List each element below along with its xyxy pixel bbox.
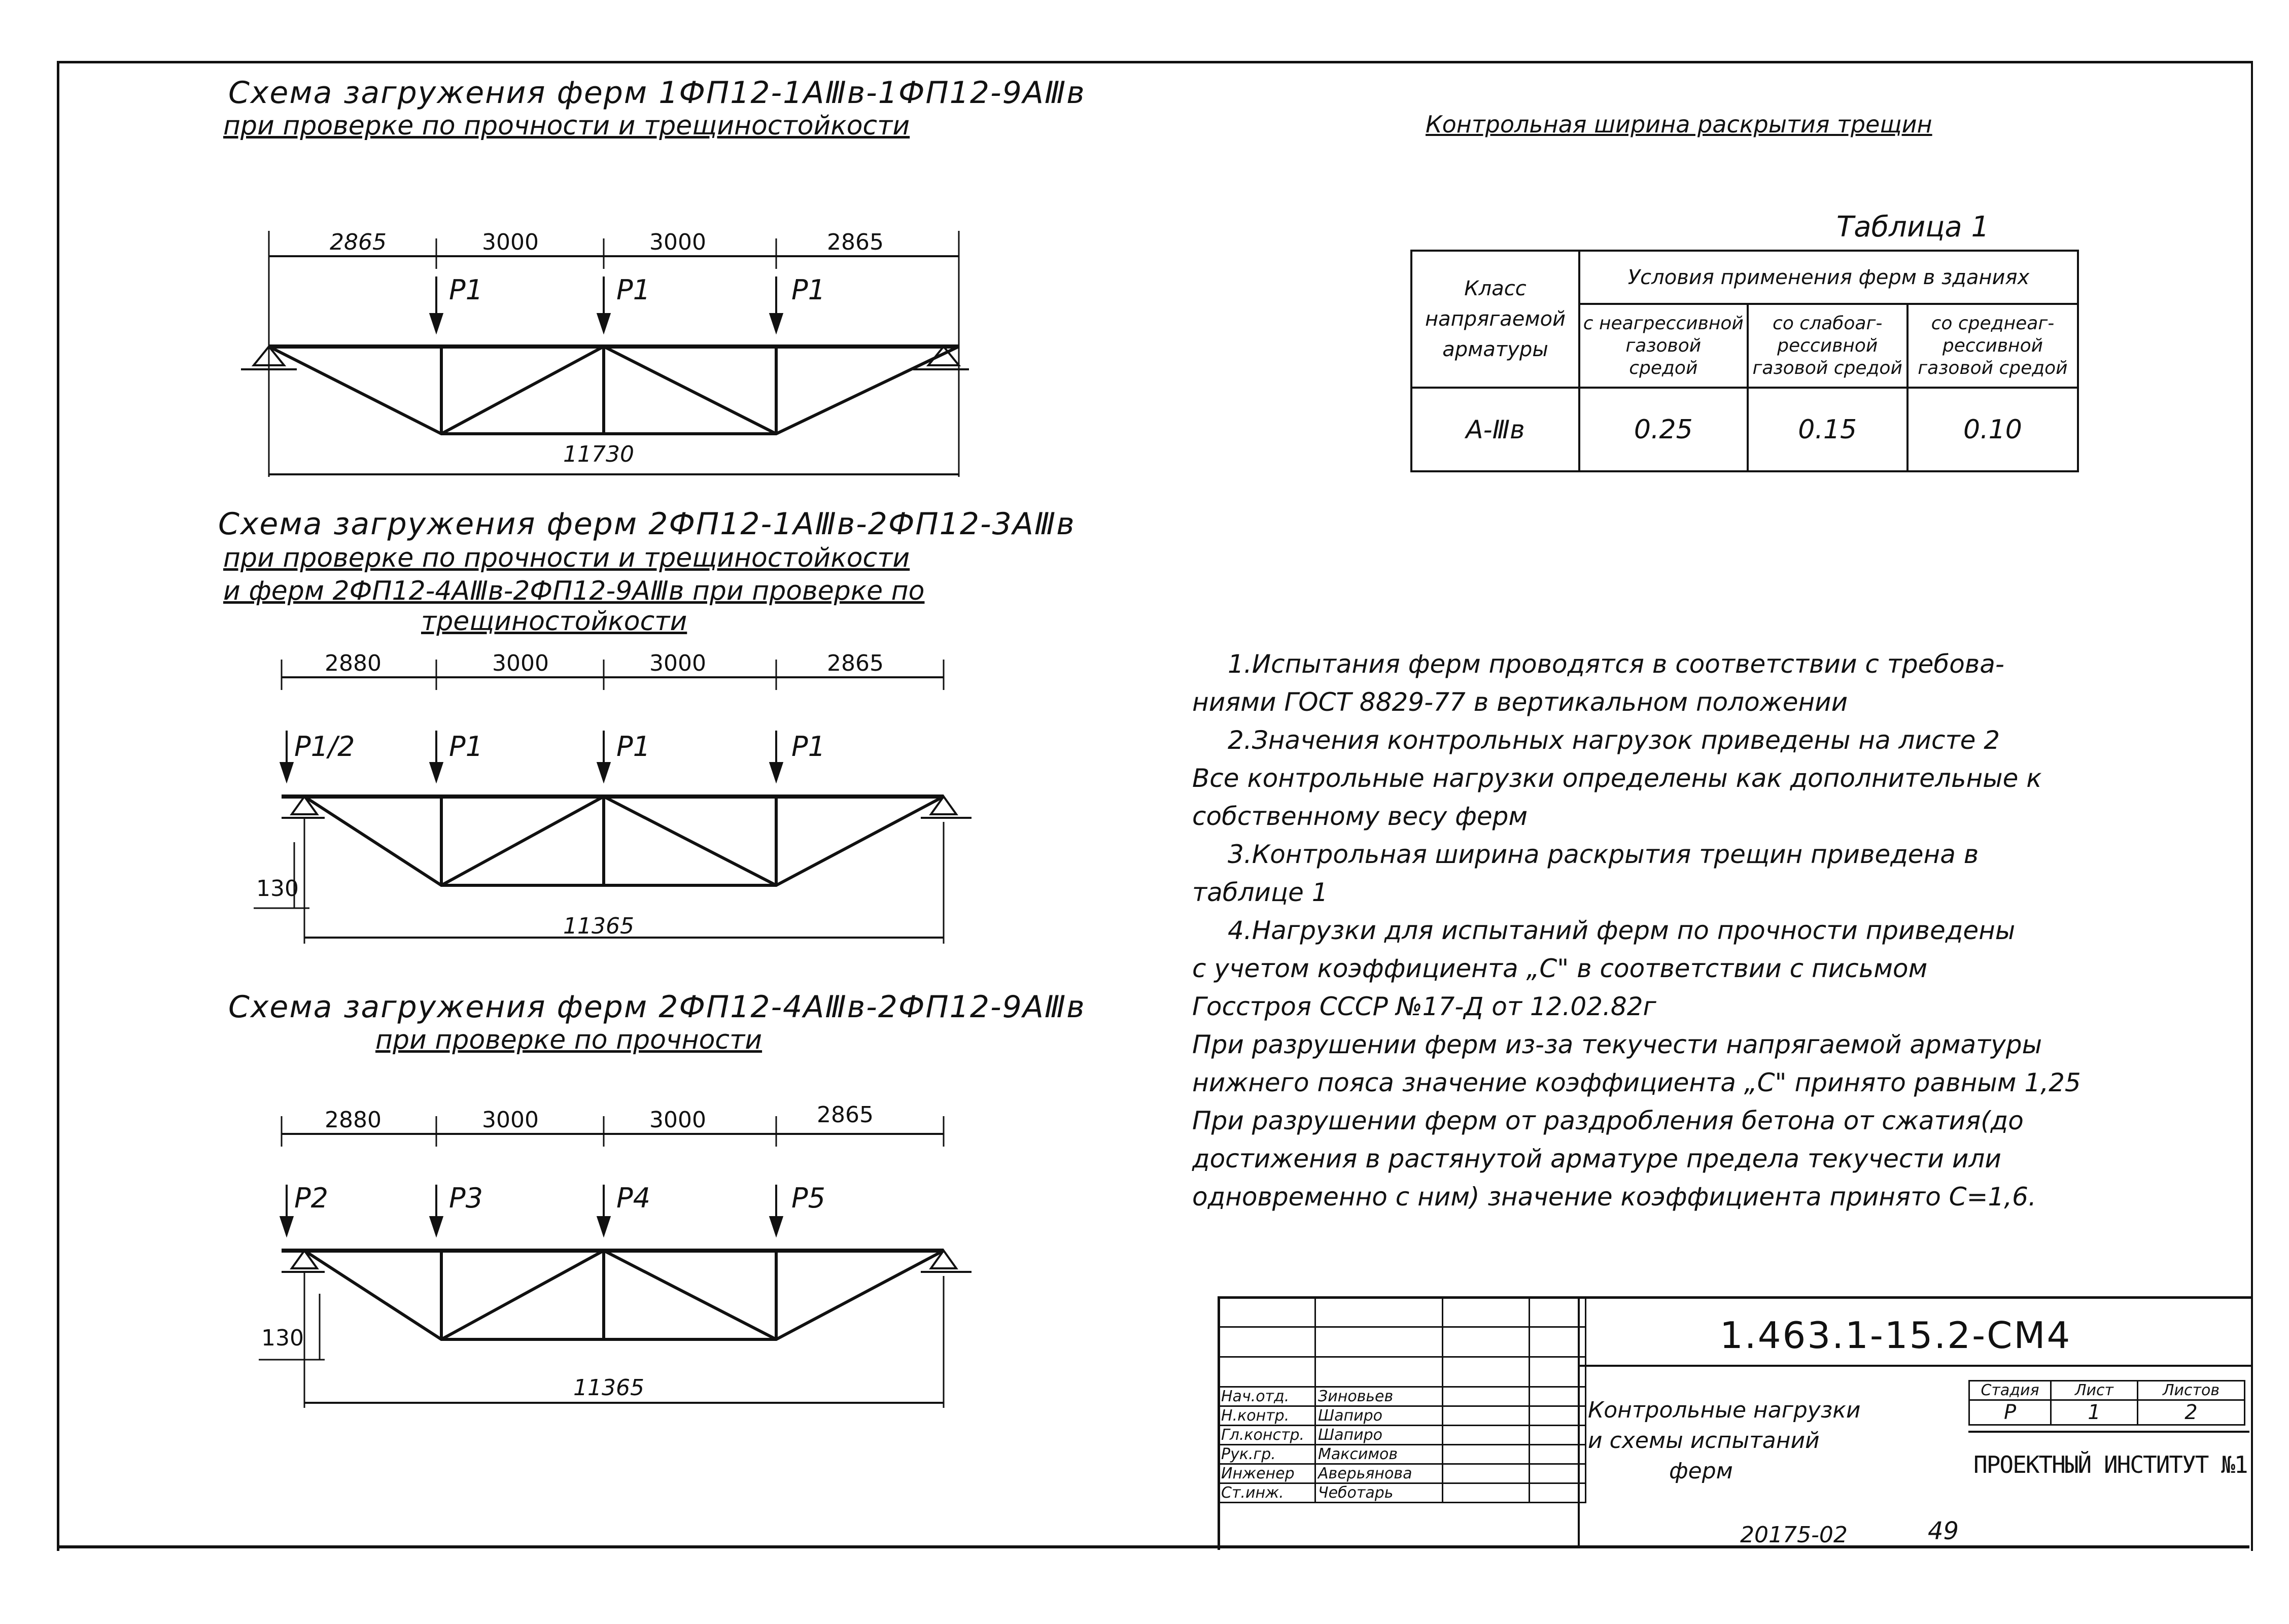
scheme3-title: Схема загружения ферм 2ФП12-4АⅢв-2ФП12-9АⅢв bbox=[228, 989, 1086, 1025]
table-cell-value: 0.15 bbox=[1748, 388, 1908, 471]
signer-name: Чеботарь bbox=[1315, 1483, 1443, 1503]
table-cell-value: 0.25 bbox=[1579, 388, 1747, 471]
notes bbox=[1192, 645, 2081, 1216]
note-line: ниями ГОСТ 8829-77 в вертикальном положении bbox=[1192, 687, 1848, 717]
scheme3-load-2: P3 bbox=[449, 1182, 483, 1214]
table1-heading: Контрольная ширина раскрытия трещин bbox=[1426, 111, 1932, 138]
scheme2-load-2: P1 bbox=[449, 731, 483, 763]
signature-table bbox=[1218, 1296, 1586, 1503]
stage-value: Р bbox=[1969, 1400, 2051, 1425]
col4-header: со среднеаг- рессивной газовой средой bbox=[1908, 304, 2078, 388]
note-line: таблице 1 bbox=[1192, 878, 1328, 907]
page-number: 49 bbox=[1928, 1517, 1959, 1545]
col3-header: со слабоаг- рессивной газовой средой bbox=[1748, 304, 1908, 388]
organization-name: ПРОЕКТНЫЙ ИНСТИТУТ №1 bbox=[1973, 1451, 2247, 1478]
scheme2-span-2: 3000 bbox=[492, 650, 549, 676]
archive-number: 20175-02 bbox=[1740, 1522, 1848, 1548]
scheme1-title: Схема загружения ферм 1ФП12-1АⅢв-1ФП12-9АⅢв bbox=[228, 75, 1086, 111]
scheme2-load-3: P1 bbox=[616, 731, 650, 763]
scheme2-span-3: 3000 bbox=[649, 650, 706, 676]
role-label: Нач.отд. bbox=[1219, 1387, 1315, 1406]
scheme3-subtitle: при проверке по прочности bbox=[375, 1025, 762, 1055]
scheme2-truss bbox=[254, 660, 972, 944]
role-label: Инженер bbox=[1219, 1464, 1315, 1483]
signature bbox=[1443, 1387, 1530, 1406]
stage-rule bbox=[1968, 1431, 2249, 1433]
role-label: Ст.инж. bbox=[1219, 1483, 1315, 1503]
note-line: 2.Значения контрольных нагрузок приведены на листе 2 bbox=[1228, 725, 2000, 755]
sheets-value: 2 bbox=[2138, 1400, 2245, 1425]
note-line: с учетом коэффициента „С" в соответствии с письмом bbox=[1192, 954, 1928, 983]
table-cell-value: 0.10 bbox=[1908, 388, 2078, 471]
scheme3-span-1: 2880 bbox=[325, 1107, 382, 1133]
scheme2-span-4: 2865 bbox=[827, 650, 884, 676]
table1-caption: Таблица 1 bbox=[1836, 211, 1990, 244]
signer-name: Максимов bbox=[1315, 1445, 1443, 1464]
document-code: 1.463.1-15.2-СМ4 bbox=[1720, 1314, 2072, 1357]
scheme3-load-4: P5 bbox=[791, 1182, 825, 1214]
signature bbox=[1443, 1406, 1530, 1426]
scheme1-span-1: 2865 bbox=[330, 229, 387, 255]
scheme2-sub3: трещиностойкости bbox=[421, 606, 687, 637]
note-line: 4.Нагрузки для испытаний ферм по прочности приведены bbox=[1228, 916, 2016, 945]
scheme1-load-1: P1 bbox=[449, 274, 483, 306]
signature bbox=[1443, 1464, 1530, 1483]
scheme2-total: 11365 bbox=[563, 913, 634, 939]
signature bbox=[1443, 1426, 1530, 1445]
sheet-value: 1 bbox=[2051, 1400, 2138, 1425]
scheme2-load-4: P1 bbox=[791, 731, 825, 763]
crack-width-table bbox=[1410, 250, 2079, 472]
scheme3-load-3: P4 bbox=[616, 1182, 650, 1214]
sheets-label: Листов bbox=[2138, 1381, 2245, 1400]
note-line: 3.Контрольная ширина раскрытия трещин приведена в bbox=[1228, 840, 1979, 869]
role-label: Н.контр. bbox=[1219, 1406, 1315, 1426]
role-label: Рук.гр. bbox=[1219, 1445, 1315, 1464]
scheme2-height: 130 bbox=[256, 876, 299, 902]
scheme1-load-2: P1 bbox=[616, 274, 650, 306]
note-line: одновременно с ним) значение коэффициента принято С=1,6. bbox=[1192, 1182, 2036, 1212]
scheme1-span-2: 3000 bbox=[482, 229, 539, 255]
scheme3-height: 130 bbox=[261, 1325, 304, 1351]
sheet-description: Контрольные нагрузки и схемы испытаний ферм bbox=[1588, 1397, 1861, 1484]
scheme3-span-4: 2865 bbox=[817, 1102, 874, 1128]
scheme2-title: Схема загружения ферм 2ФП12-1АⅢв-2ФП12-3АⅢв bbox=[218, 506, 1076, 542]
signer-name: Шапиро bbox=[1315, 1426, 1443, 1445]
col1-header: Класс напрягаемой арматуры bbox=[1411, 251, 1579, 388]
stage-label: Стадия bbox=[1969, 1381, 2051, 1400]
scheme1-span-4: 2865 bbox=[827, 229, 884, 255]
scheme3-span-2: 3000 bbox=[482, 1107, 539, 1133]
stamp-divider bbox=[1578, 1365, 1580, 1547]
note-line: Госстроя СССР №17-Д от 12.02.82г bbox=[1192, 992, 1656, 1021]
note-line: собственному весу ферм bbox=[1192, 802, 1528, 831]
scheme2-load-1: P1/2 bbox=[294, 731, 355, 763]
role-label: Гл.констр. bbox=[1219, 1426, 1315, 1445]
note-line: При разрушении ферм от раздробления бетона от сжатия(до bbox=[1192, 1106, 2024, 1135]
signature bbox=[1443, 1483, 1530, 1503]
signer-name: Зиновьев bbox=[1315, 1387, 1443, 1406]
note-line: нижнего пояса значение коэффициента „С" принято равным 1,25 bbox=[1192, 1068, 2081, 1097]
scheme1-total: 11730 bbox=[563, 441, 634, 467]
scheme3-truss bbox=[259, 1116, 972, 1408]
scheme1-span-3: 3000 bbox=[649, 229, 706, 255]
signer-name: Шапиро bbox=[1315, 1406, 1443, 1426]
note-line: 1.Испытания ферм проводятся в соответствии с требова- bbox=[1228, 649, 2004, 679]
scheme1-truss bbox=[241, 231, 969, 477]
scheme1-load-3: P1 bbox=[791, 274, 825, 306]
stage-table bbox=[1968, 1380, 2245, 1426]
signer-name: Аверьянова bbox=[1315, 1464, 1443, 1483]
scheme2-sub2: и ферм 2ФП12-4АⅢв-2ФП12-9АⅢв при проверке по bbox=[223, 576, 925, 606]
scheme2-span-1: 2880 bbox=[325, 650, 382, 676]
scheme2-sub1: при проверке по прочности и трещиностойкости bbox=[223, 543, 910, 573]
note-line: Все контрольные нагрузки определены как дополнительные к bbox=[1192, 764, 2042, 793]
note-line: достижения в растянутой арматуре предела текучести или bbox=[1192, 1144, 2001, 1173]
scheme3-total: 11365 bbox=[573, 1375, 644, 1401]
scheme3-load-1: P2 bbox=[294, 1182, 328, 1214]
signature bbox=[1443, 1445, 1530, 1464]
table-cell-class: А-Ⅲв bbox=[1411, 388, 1579, 471]
scheme3-span-3: 3000 bbox=[649, 1107, 706, 1133]
scheme1-subtitle: при проверке по прочности и трещиностойкости bbox=[223, 111, 910, 141]
col2-header: с неагрессивной газовой средой bbox=[1579, 304, 1747, 388]
note-line: При разрушении ферм из-за текучести напрягаемой арматуры bbox=[1192, 1030, 2042, 1059]
group-header: Условия применения ферм в зданиях bbox=[1579, 251, 2078, 304]
sheet-label: Лист bbox=[2051, 1381, 2138, 1400]
